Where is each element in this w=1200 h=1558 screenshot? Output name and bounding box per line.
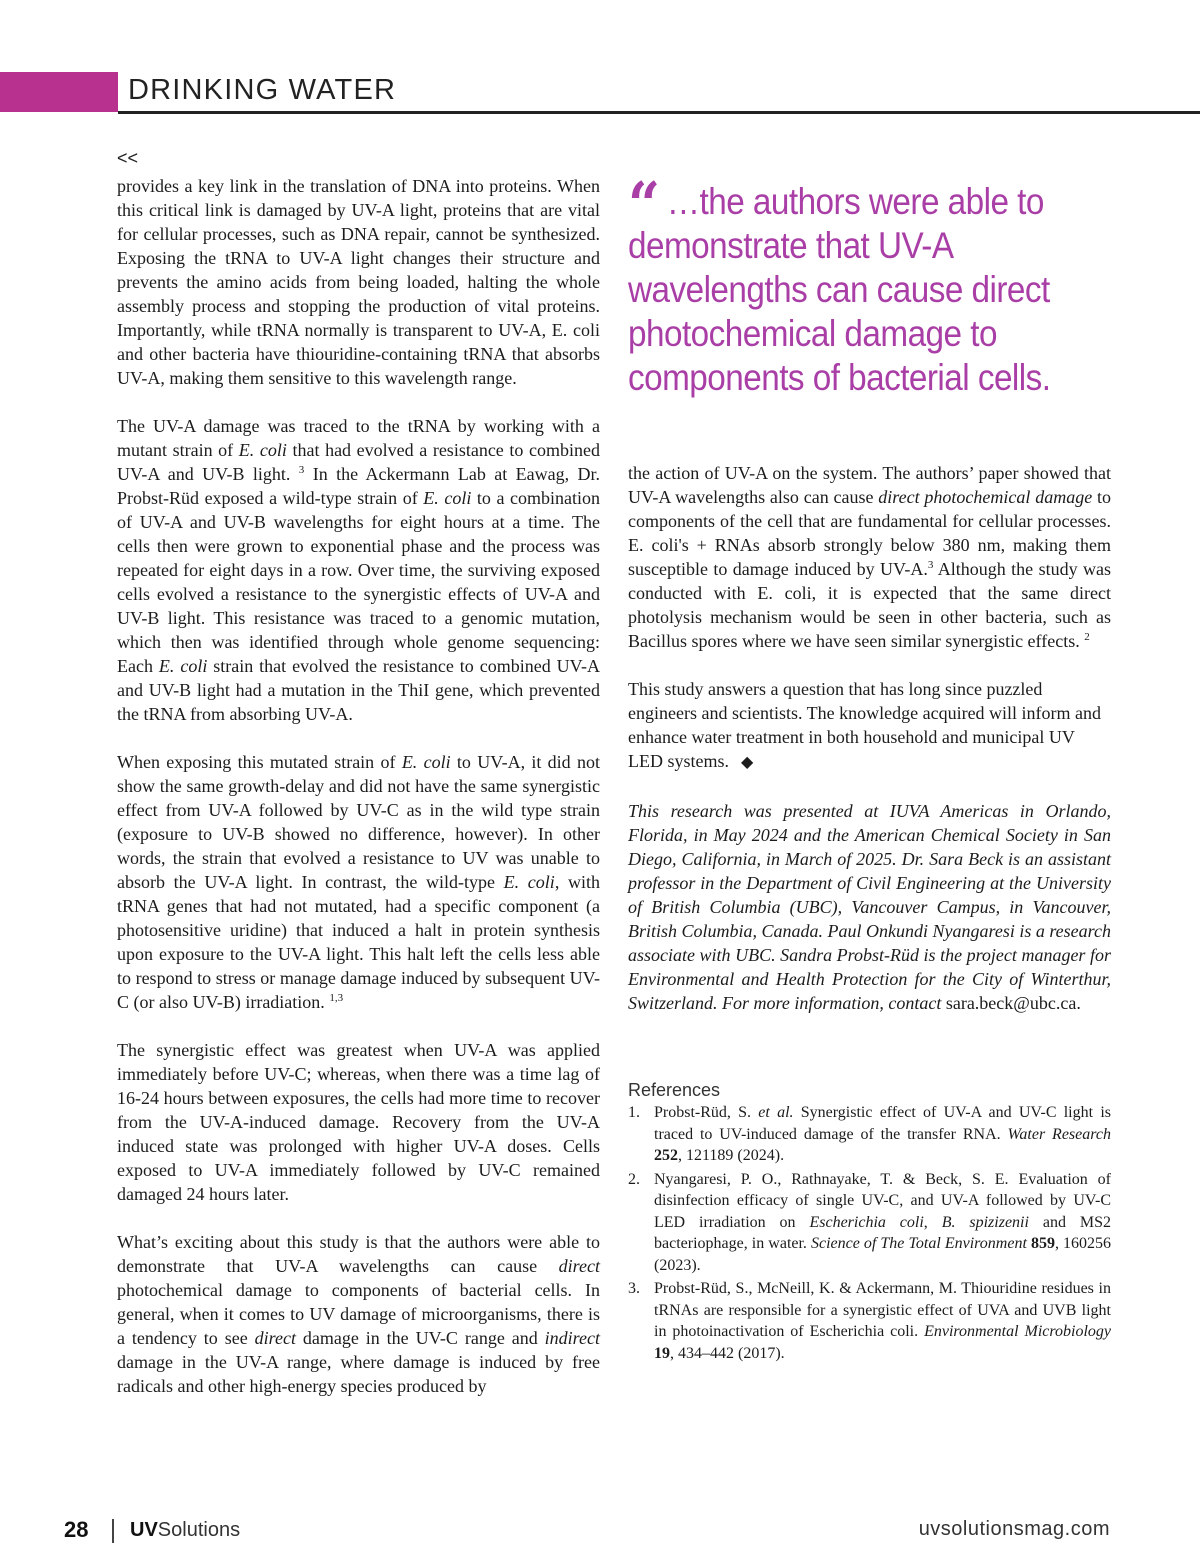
paragraph: provides a key link in the translation of DNA into proteins. When this critical link is damaged by UV-A light, proteins that are vital for cellular processes, such as DNA repair, cannot be synthesized. Exposing the tRNA to UV-A light changes their structure and prevents the amino acids from being loaded, halting the whole assembly process and stopping the production of vital proteins. Importantly, while tRNA normally is transparent to UV-A, E. coli and other bacteria have thiouridine-containing tRNA that absorbs UV-A, making them sensitive to this wavelength range. (117, 176, 600, 388)
left-column (117, 174, 600, 1398)
magazine-url[interactable]: uvsolutionsmag.com (918, 1518, 1110, 1540)
section-color-bar (0, 72, 118, 112)
reference-item: 3. Probst-Rüd, S., McNeill, K. & Ackermann, M. Thiouridine residues in tRNAs are responsible for a synergistic effect of UVA and UVB light in photoinactivation of Escherichia coli. Environmental Microbiology 19, 434–442 (2017). (628, 1280, 1111, 1362)
section-title: DRINKING WATER (128, 74, 397, 106)
reference-item: 2. Nyangaresi, P. O., Rathnayake, T. & Beck, S. E. Evaluation of disinfection efficacy of single UV-C, and UV-A followed by UV-C LED irradiation on Escherichia coli, B. spizizenii and MS2 bacteriophage, in water. Science of The Total Environment 859, 160256 (2023). (628, 1170, 1112, 1274)
references-heading: References (628, 1080, 721, 1100)
footer-divider (112, 1519, 114, 1543)
paragraph: The synergistic effect was greatest when UV-A was applied immediately before UV-C; whereas, when there was a time lag of 16-24 hours between exposures, the cells had more time to recover from the UV-A-induced damage. Recovery from the UV-A induced state was prolonged with higher UV-A doses. Cells exposed to UV-A immediately followed by UV-C remained damaged 24 hours later. (117, 1040, 600, 1204)
references-list (628, 1102, 1111, 1366)
reference-item: 1. Probst-Rüd, S. et al. Synergistic effect of UV-A and UV-C light is traced to UV-induced damage of the transfer RNA. Water Research 252, 121189 (2024). (628, 1104, 1111, 1164)
paragraph: the action of UV-A on the system. The authors’ paper showed that UV-A wavelengths also can cause direct photochemical damage to components of the cell that are fundamental for cellular processes. E. coli's + RNAs absorb strongly below 380 nm, making them susceptible to damage induced by UV-A.$^3$ Although the study was conducted with E. coli, it is expected that the same direct photolysis mechanism would be seen in other bacteria, such as Bacillus spores where we have seen similar synergistic effects. $^2$ (628, 463, 1111, 651)
pull-quote (628, 168, 1119, 400)
magazine-brand: UVSolutions (130, 1519, 241, 1541)
quote-mark-icon: “ (628, 168, 660, 241)
author-bio: This research was presented at IUVA Americas in Orlando, Florida, in May 2024 and the American Chemical Society in San Diego, California, in March of 2025. Dr. Sara Beck is an assistant professor in the Department of Civil Engineering at the University of British Columbia (UBC), Vancouver Campus, in Vancouver, British Columbia, Canada. Paul Onkundi Nyangaresi is a research associate with UBC. Sandra Probst-Rüd is the project manager for Environmental and Health Protection for the City of Winterthur, Switzerland. For more information, contact sara.beck@ubc.ca. (628, 801, 1111, 1013)
page-number: 28 (64, 1517, 89, 1542)
pull-quote-text: …the authors were able to demonstrate that UV-A wavelengths can cause direct photochemical damage to components of bacterial cells. (628, 181, 1051, 398)
paragraph: The UV-A damage was traced to the tRNA by working with a mutant strain of E. coli that had evolved a resistance to combined UV-A and UV-B light. $^3$ In the Ackermann Lab at Eawag, Dr. Probst-Rüd exposed a wild-type strain of E. coli to a combination of UV-A and UV-B wavelengths for eight hours at a time. The cells then were grown to exponential phase and the process was repeated for eight days in a row. Over time, the surviving exposed cells evolved a resistance to the synergistic effects of UV-A and UV-B light. This resistance was traced to a genomic mutation, which then was identified through whole genome sequencing: Each E. coli strain that evolved the resistance to combined UV-A and UV-B light had a mutation in the ThiI gene, which prevented the tRNA from absorbing UV-A. (117, 416, 601, 724)
continued-marker: << (117, 148, 139, 168)
contact-email[interactable]: sara.beck@ubc.ca (945, 993, 1077, 1013)
right-column (628, 461, 1111, 1015)
end-mark-icon: ◆ (741, 754, 754, 771)
paragraph: When exposing this mutated strain of E. coli to UV-A, it did not show the same growth-delay and did not have the same synergistic effect from UV-A followed by UV-C as in the wild type strain (exposure to UV-B showed no difference, however). In other words, the strain that evolved a resistance to UV was unable to absorb the UV-A light. In contrast, the wild-type E. coli, with tRNA genes that had not mutated, had a specific component (a photosensitive uridine) that induced a halt in protein synthesis upon exposure to the UV-A light. This halt left the cells less able to respond to stress or manage damage induced by subsequent UV-C (or also UV-B) irradiation. $^{1,3}$ (117, 752, 600, 1012)
paragraph: What’s exciting about this study is that the authors were able to demonstrate that UV-A wavelengths can cause direct photochemical damage to components of bacterial cells. In general, when it comes to UV damage of microorganisms, there is a tendency to see direct damage in the UV-C range and indirect damage in the UV-A range, where damage is induced by free radicals and other high-energy species produced by (117, 1232, 600, 1396)
header-rule (118, 111, 1200, 114)
paragraph: This study answers a question that has long since puzzled engineers and scientists. The knowledge acquired will inform and enhance water treatment in both household and municipal UV LED systems. ◆ (628, 677, 1111, 775)
